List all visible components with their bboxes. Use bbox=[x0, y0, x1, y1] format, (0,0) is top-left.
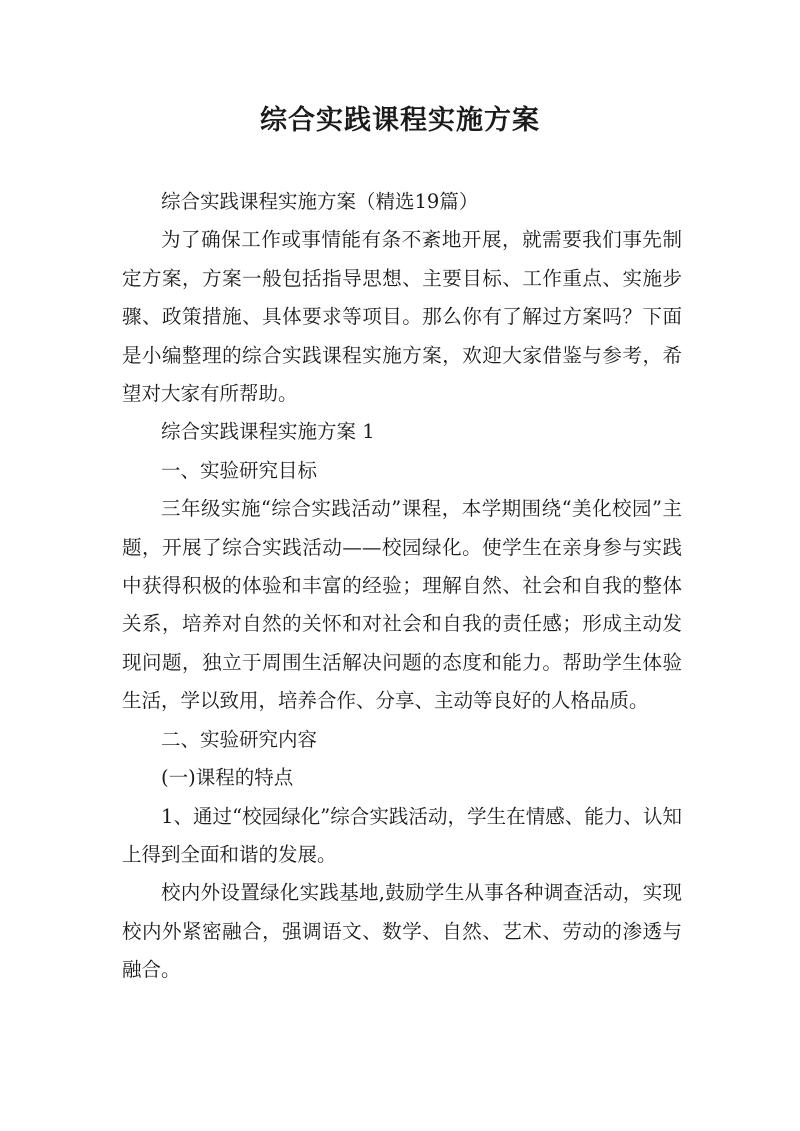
section-heading: 综合实践课程实施方案 1 bbox=[161, 420, 375, 444]
body-paragraph: 校内外设置绿化实践基地,鼓励学生从事各种调查活动，实现校内外紧密融合，强调语文、数学、自然、艺术、劳动的渗透与融合。 bbox=[122, 881, 682, 982]
document-title: 综合实践课程实施方案 bbox=[260, 105, 540, 136]
subsection-heading: 二、实验研究内容 bbox=[161, 727, 318, 751]
subsection-heading: 一、实验研究目标 bbox=[161, 458, 318, 482]
subsection-heading: (一)课程的特点 bbox=[161, 766, 294, 790]
body-paragraph: 三年级实施“综合实践活动”课程，本学期围绕“美化校园”主题，开展了综合实践活动——校园绿化。使学生在亲身参与实践中获得积极的体验和丰富的经验；理解自然、社会和自我的整体关系，培养对自然的关怀和对社会和自我的责任感；形成主动发现问题，独立于周围生活解决问题的态度和能力。帮助学生体验生活，学以致用，培养合作、分享、主动等良好的人格品质。 bbox=[122, 497, 682, 713]
body-paragraph: 1、通过“校园绿化”综合实践活动，学生在情感、能力、认知上得到全面和谐的发展。 bbox=[122, 804, 682, 866]
intro-paragraph: 为了确保工作或事情能有条不紊地开展，就需要我们事先制定方案，方案一般包括指导思想、主要目标、工作重点、实施步骤、政策措施、具体要求等项目。那么你有了解过方案吗？下面是小编整理的综合实践课程实施方案，欢迎大家借鉴与参考，希望对大家有所帮助。 bbox=[122, 228, 682, 406]
subtitle-paragraph: 综合实践课程实施方案（精选19篇） bbox=[161, 190, 479, 213]
document-body bbox=[122, 183, 682, 990]
